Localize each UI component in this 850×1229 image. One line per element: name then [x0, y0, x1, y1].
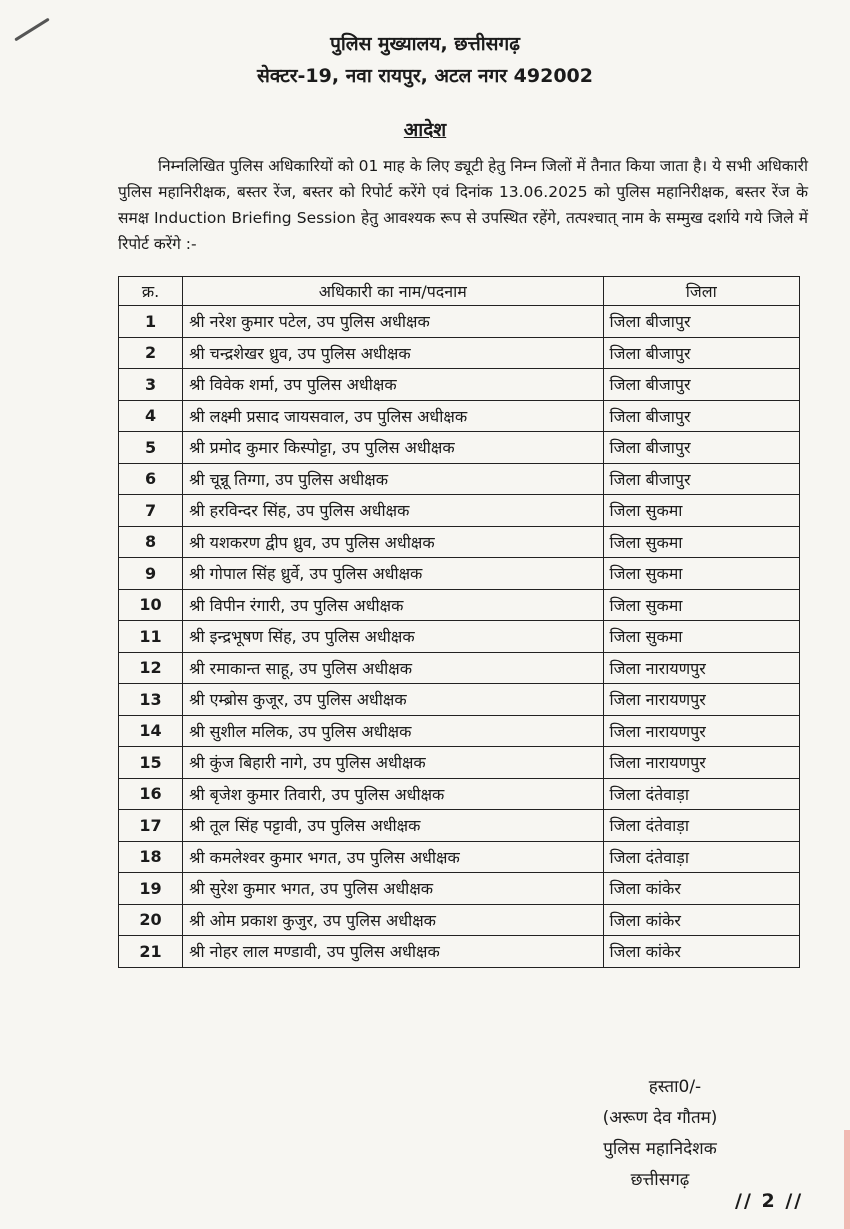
table-row: [119, 495, 800, 527]
table-row: [119, 432, 800, 464]
table-header-row: [119, 277, 800, 306]
signatory-designation: पुलिस महानिदेशक: [603, 1139, 717, 1159]
office-name: पुलिस मुख्यालय, छत्तीसगढ़: [330, 33, 520, 55]
table-row: [119, 684, 800, 716]
officer-table: [118, 276, 800, 968]
table-row: [119, 589, 800, 621]
edge-mark: [844, 1130, 850, 1229]
serial-cell: 14: [119, 715, 183, 747]
table-row: [119, 873, 800, 905]
table-row: [119, 526, 800, 558]
serial-cell: 11: [119, 621, 183, 653]
order-title: आदेश: [403, 119, 447, 141]
serial-cell: 19: [119, 873, 183, 905]
officer-cell: श्री कुंज बिहारी नागे, उप पुलिस अधीक्षक: [183, 747, 603, 779]
officer-cell: श्री नोहर लाल मण्डावी, उप पुलिस अधीक्षक: [183, 936, 603, 968]
header-officer: अधिकारी का नाम/पदनाम: [183, 277, 603, 306]
serial-cell: 4: [119, 400, 183, 432]
district-cell: जिला सुकमा: [603, 558, 799, 590]
order-paragraph: निम्नलिखित पुलिस अधिकारियों को 01 माह के लिए ड्यूटी हेतु निम्न जिलों में तैनात किया जाता है। ये सभी अधिकारी पुलिस महानिरीक्षक, बस्तर रेंज, बस्तर को रिपोर्ट करेंगे एवं दिनांक 13.06.2025 को पुलिस महानिरीक्षक, बस्तर रेंज के समक्ष Induction Briefing Session हेतु आवश्यक रूप से उपस्थित रहेंगे, तत्पश्चात् नाम के सम्मुख दर्शाये गये जिले में रिपोर्ट करेंगे :-: [118, 157, 808, 253]
officer-cell: श्री इन्द्रभूषण सिंह, उप पुलिस अधीक्षक: [183, 621, 603, 653]
district-cell: जिला बीजापुर: [603, 306, 799, 338]
serial-cell: 18: [119, 841, 183, 873]
district-cell: जिला दंतेवाड़ा: [603, 841, 799, 873]
district-cell: जिला नारायणपुर: [603, 747, 799, 779]
district-cell: जिला नारायणपुर: [603, 684, 799, 716]
table-row: [119, 621, 800, 653]
serial-cell: 5: [119, 432, 183, 464]
table-row: [119, 715, 800, 747]
table-row: [119, 558, 800, 590]
signature-block: [560, 1072, 760, 1196]
district-cell: जिला बीजापुर: [603, 400, 799, 432]
table-row: [119, 936, 800, 968]
header-district: जिला: [603, 277, 799, 306]
serial-cell: 3: [119, 369, 183, 401]
table-row: [119, 841, 800, 873]
district-cell: जिला नारायणपुर: [603, 715, 799, 747]
signature-mark: हस्ता0/-: [648, 1077, 702, 1097]
officer-cell: श्री गोपाल सिंह ध्रुर्वे, उप पुलिस अधीक्षक: [183, 558, 603, 590]
serial-cell: 15: [119, 747, 183, 779]
district-cell: जिला बीजापुर: [603, 369, 799, 401]
signatory-state: छत्तीसगढ़: [630, 1170, 690, 1190]
table-row: [119, 778, 800, 810]
table-row: [119, 400, 800, 432]
officer-cell: श्री एम्ब्रोस कुजूर, उप पुलिस अधीक्षक: [183, 684, 603, 716]
serial-cell: 1: [119, 306, 183, 338]
table-row: [119, 463, 800, 495]
serial-cell: 10: [119, 589, 183, 621]
district-cell: जिला कांकेर: [603, 904, 799, 936]
letterhead: [0, 30, 850, 88]
signatory-name: (अरूण देव गौतम): [602, 1108, 718, 1128]
district-cell: जिला सुकमा: [603, 621, 799, 653]
officer-cell: श्री चून्नू तिग्गा, उप पुलिस अधीक्षक: [183, 463, 603, 495]
officer-cell: श्री नरेश कुमार पटेल, उप पुलिस अधीक्षक: [183, 306, 603, 338]
district-cell: जिला सुकमा: [603, 526, 799, 558]
table-row: [119, 337, 800, 369]
serial-cell: 21: [119, 936, 183, 968]
officer-cell: श्री विपीन रंगारी, उप पुलिस अधीक्षक: [183, 589, 603, 621]
serial-cell: 8: [119, 526, 183, 558]
table-row: [119, 747, 800, 779]
district-cell: जिला कांकेर: [603, 936, 799, 968]
serial-cell: 13: [119, 684, 183, 716]
district-cell: जिला सुकमा: [603, 495, 799, 527]
officer-cell: श्री सुरेश कुमार भगत, उप पुलिस अधीक्षक: [183, 873, 603, 905]
table-row: [119, 652, 800, 684]
serial-cell: 12: [119, 652, 183, 684]
table-row: [119, 369, 800, 401]
table-row: [119, 306, 800, 338]
officer-cell: श्री लक्ष्मी प्रसाद जायसवाल, उप पुलिस अधीक्षक: [183, 400, 603, 432]
office-address: सेक्टर-19, नवा रायपुर, अटल नगर 492002: [257, 65, 593, 87]
officer-cell: श्री सुशील मलिक, उप पुलिस अधीक्षक: [183, 715, 603, 747]
serial-cell: 6: [119, 463, 183, 495]
district-cell: जिला सुकमा: [603, 589, 799, 621]
serial-cell: 16: [119, 778, 183, 810]
officer-cell: श्री रमाकान्त साहू, उप पुलिस अधीक्षक: [183, 652, 603, 684]
table-row: [119, 810, 800, 842]
district-cell: जिला बीजापुर: [603, 463, 799, 495]
officer-cell: श्री कमलेश्वर कुमार भगत, उप पुलिस अधीक्षक: [183, 841, 603, 873]
serial-cell: 2: [119, 337, 183, 369]
district-cell: जिला दंतेवाड़ा: [603, 810, 799, 842]
serial-cell: 9: [119, 558, 183, 590]
district-cell: जिला कांकेर: [603, 873, 799, 905]
officer-cell: श्री हरविन्दर सिंह, उप पुलिस अधीक्षक: [183, 495, 603, 527]
officer-cell: श्री चन्द्रशेखर ध्रुव, उप पुलिस अधीक्षक: [183, 337, 603, 369]
table-row: [119, 904, 800, 936]
officer-cell: श्री ओम प्रकाश कुजुर, उप पुलिस अधीक्षक: [183, 904, 603, 936]
serial-cell: 20: [119, 904, 183, 936]
officer-cell: श्री बृजेश कुमार तिवारी, उप पुलिस अधीक्षक: [183, 778, 603, 810]
page-number: // 2 //: [735, 1190, 804, 1212]
serial-cell: 17: [119, 810, 183, 842]
district-cell: जिला बीजापुर: [603, 337, 799, 369]
officer-cell: श्री तूल सिंह पट्टावी, उप पुलिस अधीक्षक: [183, 810, 603, 842]
district-cell: जिला नारायणपुर: [603, 652, 799, 684]
officer-cell: श्री विवेक शर्मा, उप पुलिस अधीक्षक: [183, 369, 603, 401]
officer-cell: श्री यशकरण द्वीप ध्रुव, उप पुलिस अधीक्षक: [183, 526, 603, 558]
district-cell: जिला दंतेवाड़ा: [603, 778, 799, 810]
header-serial: क्र.: [119, 277, 183, 306]
district-cell: जिला बीजापुर: [603, 432, 799, 464]
officer-cell: श्री प्रमोद कुमार किस्पोट्टा, उप पुलिस अधीक्षक: [183, 432, 603, 464]
serial-cell: 7: [119, 495, 183, 527]
